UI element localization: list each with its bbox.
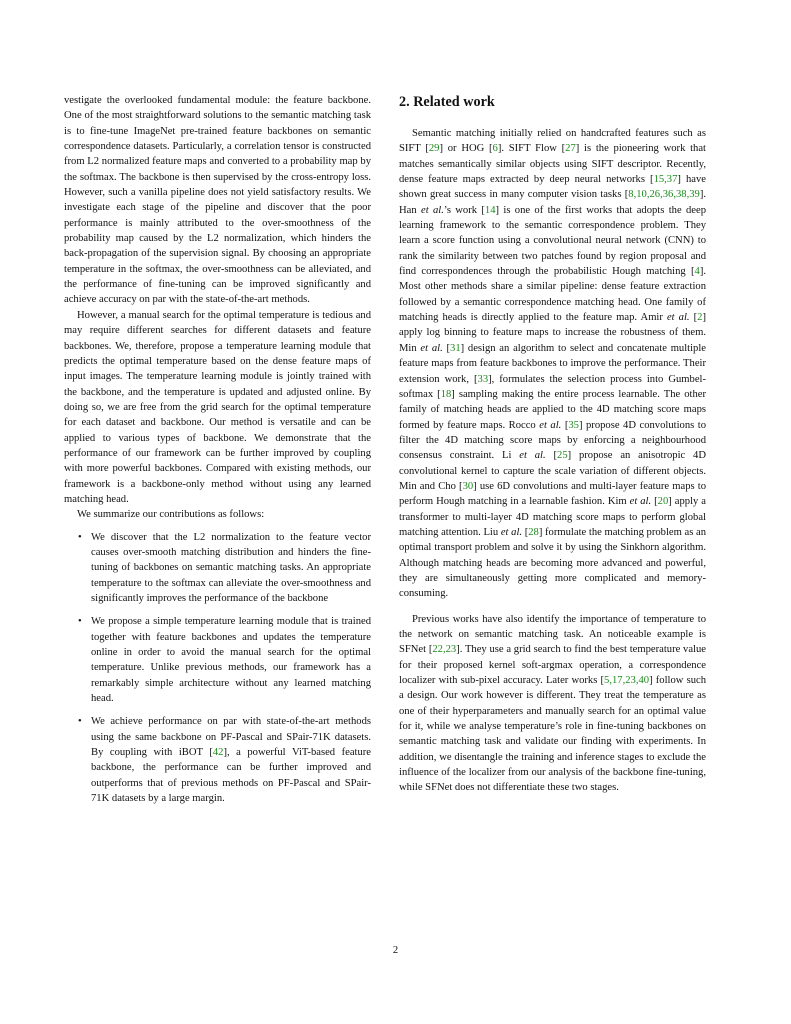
citation-link[interactable]: 22,23 [432, 644, 457, 656]
citation-link[interactable]: 18 [440, 388, 452, 400]
contribution-text: We propose a simple temperature learning module that is trained together with feature backbones and updates the temperature online in order to avoid the manual search for the optimal temperature. Unlike previous methods, our framework has a remarkably simple architecture without any learned matching head. [91, 616, 371, 705]
bullet-icon: • [78, 616, 82, 628]
citation-link[interactable]: 14 [484, 204, 496, 216]
citation-link[interactable]: 27 [565, 143, 576, 155]
citation-link[interactable]: 25 [557, 450, 568, 462]
temperature-related-paragraph: Previous works have also identify the importance of temperature to the network on semantic matching task. An noticeable example is SFNet [22,23]. They use a grid search to find the best temperature value for their proposed kernel soft-argmax operation, a correspondence localizer with sub-pixel accuracy. Later works [5,17,23,40] follow such a design. Our work however is different. They treat the temperature as one of their hyperparameters and manually search for an optimal value for it, while we analyse temperature’s role in fine-tuning backbones on semantic matching task and validate our finding with experiments. In addition, we disentangle the training and inference stages to exclude the influence of the localizer from our analysis of the backbone fine-tuning, while SFNet does not differentiate these two stages. [399, 613, 706, 794]
citation-link[interactable]: 20 [657, 496, 669, 508]
temperature-paragraph: However, a manual search for the optimal temperature is tedious and may require different searches for different datasets and feature backbones. We, therefore, propose a temperature learning module that predicts the optimal temperature based on the dense feature maps of input images. The temperature learning module is jointly trained with the backbone, and the temperature is updated and adjusted online. By doing so, we are free from the grid search for the optimal temperature for each dataset and backbone. Our method is versatile and can be applied to various types of backbone. We demonstrate that the performance of our framework can be further improved by coupling with more powerful backbones. Compared with existing methods, our framework is a backbone-only method without using any learned matching head. [64, 309, 371, 505]
contribution-text: We achieve performance on par with state-of-the-art methods using the same backbone on PF-Pascal and SPair-71K datasets. By coupling with iBOT [42], a powerful ViT-based feature backbone, the performance can be further improved and outperforms that of previous methods on PF-Pascal and SPair-71K datasets by a large margin. [91, 716, 371, 805]
citation-link[interactable]: 33 [477, 373, 489, 385]
citation-link[interactable]: 35 [568, 419, 579, 431]
contribution-text: We discover that the L2 normalization to the feature vector causes over-smooth matching distribution and hinders the fine-tuning of backbones on semantic matching tasks. An appropriate temperature to the softmax can alleviate the over-smoothness and significantly improves the performance of the backbone [91, 531, 371, 604]
citation-link[interactable]: 6 [492, 143, 498, 155]
citation-link[interactable]: 28 [528, 526, 539, 538]
bullet-icon: • [78, 716, 82, 728]
contribution-item [78, 714, 371, 806]
citation-link[interactable]: 31 [450, 342, 461, 354]
citation-link[interactable]: 5,17,23,40 [604, 675, 650, 687]
citation-link[interactable]: 29 [428, 143, 440, 155]
citation-link[interactable]: 8,10,26,36,38,39 [628, 189, 700, 201]
section-heading: 2. Related work [399, 94, 495, 110]
contributions-intro: We summarize our contributions as follows: [77, 509, 265, 521]
contributions-list [64, 530, 371, 807]
intro-paragraph-continued: vestigate the overlooked fundamental module: the feature backbone. One of the most straightforward solutions to the semantic matching task is to fine-tune ImageNet pre-trained feature backbones on semantic correspondence datasets. Particularly, a correlation tensor is constructed from L2 normalized feature maps and converted to a probability map by the softmax. The backbone is then supervised by the cross-entropy loss. However, such a vanilla pipeline does not yield satisfactory results. We investigate each stage of the pipeline and discover that the poor performance is mainly attributed to the over-smoothness of the probability map caused by the L2 normalization, which hinders the back-propagation of the supervision signal. By choosing an appropriate temperature in the softmax, the over-smoothness can be alleviated, and the performance of fine-tuning can be improved significantly and achieve accuracy on par with the state-of-the-art methods. [64, 95, 371, 306]
left-column [64, 93, 371, 806]
contribution-item [78, 614, 371, 706]
bullet-icon: • [78, 531, 82, 543]
citation-link[interactable]: 42 [212, 747, 224, 759]
citation-link[interactable]: 30 [462, 480, 474, 492]
related-work-paragraph: Semantic matching initially relied on handcrafted features such as SIFT [29] or HOG [6]. SIFT Flow [27] is the pioneering work that matches semantically similar objects using SIFT descriptor. Recently, dense feature maps extracted by deep neural networks [15,37] have shown great success in many computer vision tasks [8,10,26,36,38,39]. Han et al.’s work [14] is one of the first works that adopts the deep learning framework to the semantic correspondence problem. They learn a score function using a convolutional neural network (CNN) to rank the similarity between two patches found by region proposal and find correspondences through the probabilistic Hough matching [4]. Most other methods share a similar pipeline: dense feature extraction followed by a semantic correspondence matching head. One family of matching heads is directly applied to the feature map. Amir et al. [2] apply log binning to feature maps to increase the robustness of them. Min et al. [31] design an algorithm to select and concatenate multiple feature maps from feature backbones to improve the performance. Their extension work, [33], formulates the selection process into Gumbel-softmax [18] sampling making the entire process learnable. The other family of matching heads are applied to the 4D matching score maps formed by feature maps. Rocco et al. [35] propose 4D convolutions to filter the 4D matching score maps by enforcing a neighbourhood consensus constraint. Li et al. [25] propose an anisotropic 4D convolutional kernel to capture the scale variation of different objects. Min and Cho [30] use 6D convolutions and multi-layer feature maps to perform Hough matching in a learnable fashion. Kim et al. [20] apply a transformer to multi-layer 4D matching score maps to perform global matching attention. Liu et al. [28] formulate the matching problem as an optimal transport problem and solve it by using the Sinkhorn algorithm. Although matching heads are becoming more advanced and powerful, they are simultaneously getting more complicated and memory-consuming. [399, 128, 707, 600]
citation-link[interactable]: 15,37 [653, 174, 678, 186]
right-column [399, 93, 706, 796]
page-number: 2 [392, 945, 399, 956]
contribution-item [78, 530, 371, 607]
citation-link[interactable]: 2 [697, 312, 703, 324]
citation-link[interactable]: 4 [694, 266, 700, 278]
